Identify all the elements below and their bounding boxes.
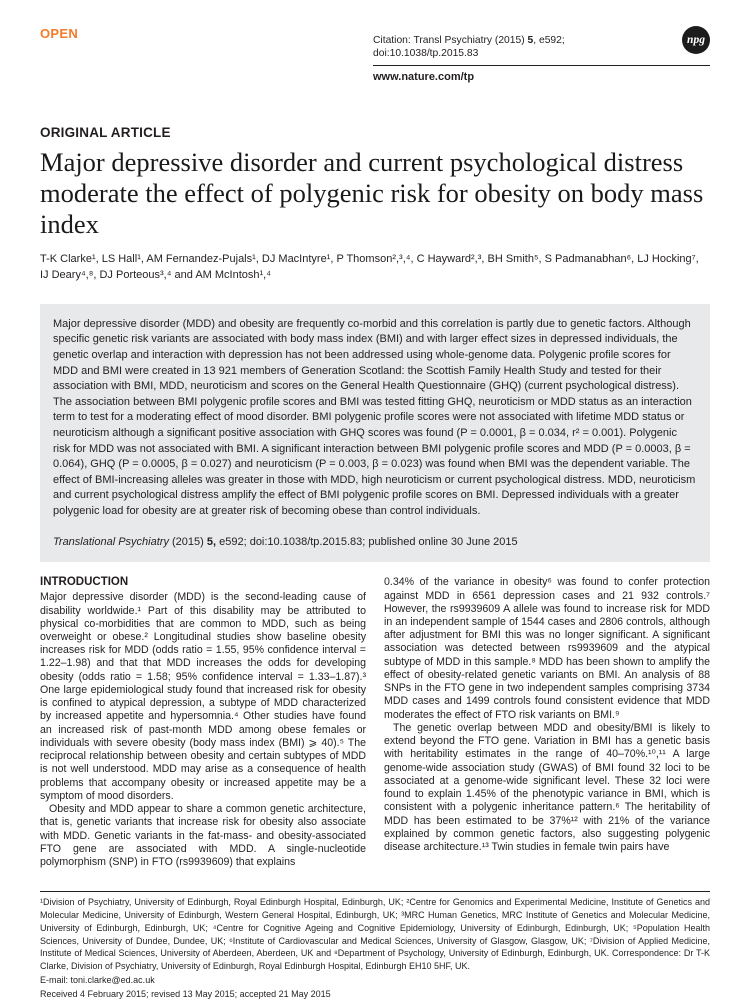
affiliations-text: ¹Division of Psychiatry, University of Edinburgh, Royal Edinburgh Hospital, Edinburgh, UK; ²Centre for Genomics and Experimental Medicine, Institute of Genetics and Molecular Medicine, University of Edinburgh, Western General Hospital, Edinburgh, UK; ³MRC Human Genetics, MRC Institute of Genetics and Molecular Medicine, University of Edinburgh, Edinburgh, UK; ⁴Centre for Cognitive Ageing and Cognitive Epidemiology, University of Edinburgh, Edinburgh, UK; ⁵Population Health Sciences, University of Dundee, Dundee, UK; ⁶Institute of Cardiovascular and Medical Sciences, University of Glasgow, Glasgow, UK; ⁷Division of Applied Medicine, Institute of Medical Sciences, University of Aberdeen, Aberdeen, UK and ⁸Department of Psychology, University of Edinburgh, Edinburgh, UK. Correspondence: Dr T-K Clarke, Division of Psychiatry, University of Edinburgh, Royal Edinburgh Hospital, Edinburgh EH10 5HF, UK. [40, 897, 710, 972]
article-type-label: ORIGINAL ARTICLE [40, 124, 171, 140]
author-list: T-K Clarke¹, LS Hall¹, AM Fernandez-Pujals¹, DJ MacIntyre¹, P Thomson²,³,⁴, C Hayward²,³, BH Smith⁵, S Padmanabhan⁶, LJ Hocking⁷, IJ Deary⁴,⁸, DJ Porteous³,⁴ and AM McIntosh¹,⁴ [40, 252, 699, 282]
body-paragraph: The genetic overlap between MDD and obesity/BMI is likely to extend beyond the FTO gene. Variation in BMI has a genetic basis with heritability estimates in the range of 40–70%.¹⁰,¹¹ A large genome-wide association study (GWAS) of BMI found 32 loci to be associated at a genome-wide significant level. These 32 loci were found to explain 1.45% of the phenotypic variance in BMI, which is consistent with a polygenic inheritance pattern.⁶ The heritability of MDD has been estimated to be 37%¹² with 21% of the variance explained by common genetic factors, also suggesting polygenic disease architecture.¹³ Twin studies in female twin pairs have [384, 721, 710, 853]
email-label: E-mail: [40, 974, 71, 985]
citation-volume: 5 [527, 35, 534, 46]
page-header [40, 0, 710, 83]
right-column [384, 576, 710, 869]
article-title: Major depressive disorder and current psychological distress moderate the effect of polygenic risk for obesity on body mass index [40, 146, 704, 239]
section-heading-introduction: INTRODUCTION [40, 576, 129, 589]
abstract-text: Major depressive disorder (MDD) and obesity are frequently co-morbid and this correlation is partly due to genetic factors. Although specific genetic risk variants are associated with body mass index (BMI) and with larger effect sizes in depressed individuals, the genetic overlap and interaction with depression has not been addressed using whole-genome data. Polygenic profile scores for MDD and BMI were created in 13 921 members of Generation Scotland: the Scottish Family Health Study and tested for their association with BMI, MDD, neuroticism and scores on the General Health Questionnaire (GHQ) (current psychological distress). The association between BMI polygenic profile scores and BMI was tested fitting GHQ, neuroticism or MDD status as an interaction term to test for a moderating effect of mood disorder. BMI polygenic profile scores were not associated with lifetime MDD status or neuroticism although a significant positive association with GHQ scores was found (P = 0.0001, β = 0.034, r² = 0.001). Polygenic risk for MDD was not associated with BMI. A significant interaction between BMI polygenic profile scores and MDD (P = 0.0003, β = 0.064), GHQ (P = 0.0005, β = 0.027) and neuroticism (P = 0.003, β = 0.023) was found when BMI was the dependent variable. The effect of BMI-increasing alleles was greater in those with MDD, high neuroticism or current psychological distress. MDD, neuroticism and current psychological distress amplify the effect of BMI polygenic profile scores on BMI. Depressed individuals with a greater polygenic load for obesity are at greater risk of becoming obese than control individuals. [53, 317, 696, 518]
left-column [40, 576, 366, 869]
body-paragraph: Obesity and MDD appear to share a common genetic architecture, that is, genetic variants that increase risk for obesity also associate with MDD. Genetic variants in the fat-mass- and obesity-associated FTO gene are associated with MDD. A single-nucleotide polymorphism (SNP) in FTO (rs9939609) that explains [40, 803, 366, 868]
abstract-box [40, 304, 710, 563]
pub-year: (2015) [168, 535, 207, 548]
pub-journal-name: Translational Psychiatry [53, 535, 169, 548]
footnotes [40, 896, 710, 1000]
pub-doi: e592; doi:10.1038/tp.2015.83; published online 30 June 2015 [216, 535, 518, 548]
body-paragraph: 0.34% of the variance in obesity⁶ was found to confer protection against MDD in 6561 depression cases and 21 932 controls.⁷ However, the rs9939609 A allele was found to increase risk for MDD in an independent sample of 1544 cases and 2806 controls, although after adjustment for BMI this was no longer significant. A significant association was detected between rs9939609 and the atypical subtype of MDD in this sample.⁸ MDD has been shown to amplify the effect of obesity-related genetic variants on BMI. An analysis of 88 SNPs in the FTO gene in two independent samples comprising 3734 MDD cases and 1499 controls found consistent evidence that MDD moderates the effect of FTO risk variants on BMI.⁹ [384, 576, 710, 721]
publication-line [53, 535, 697, 551]
header-rule [373, 65, 710, 66]
body-paragraph: Major depressive disorder (MDD) is the second-leading cause of disability worldwide.¹ Part of this disability may be attributed to physical co-morbidities that are common to MDD, such as being overweight or obese.² Longitudinal studies show baseline obesity increases risk for MDD (odds ratio = 1.55, 95% confidence interval = 1.22–1.98) and that that MDD increases the odds for developing obesity (odds ratio = 1.58; 95% confidence interval = 1.33–1.87).³ One large epidemiological study found that increased risk for obesity is confined to atypical depression, a subtype of MDD characterized by increased appetite and hypersomnia.⁴ Other studies have found an increased risk of past-month MDD among obese females or individuals with severe obesity (body mass index (BMI) ⩾ 40).⁵ The reciprocal relationship between obesity and certain subtypes of MDD is not well understood. MDD may arise as a consequence of health problems that accompany obesity or increased appetite may be a symptom of mood disorders. [40, 591, 366, 802]
footnote-rule [40, 891, 710, 892]
received-dates: Received 4 February 2015; revised 13 May 2015; accepted 21 May 2015 [40, 988, 331, 999]
article-body [40, 576, 710, 869]
citation-pre: Citation: Transl Psychiatry (2015) [373, 35, 528, 46]
email-line [40, 974, 710, 987]
journal-url-link[interactable]: www.nature.com/tp [373, 70, 475, 83]
open-access-badge: OPEN [40, 26, 79, 41]
header-citation-block [373, 26, 710, 83]
npg-logo-icon: npg [682, 26, 710, 54]
citation-line [373, 26, 672, 61]
email-address-link[interactable]: toni.clarke@ed.ac.uk [70, 974, 155, 985]
pub-volume: 5, [206, 535, 217, 548]
citation-post: , e592; doi:10.1038/tp.2015.83 [373, 35, 565, 60]
